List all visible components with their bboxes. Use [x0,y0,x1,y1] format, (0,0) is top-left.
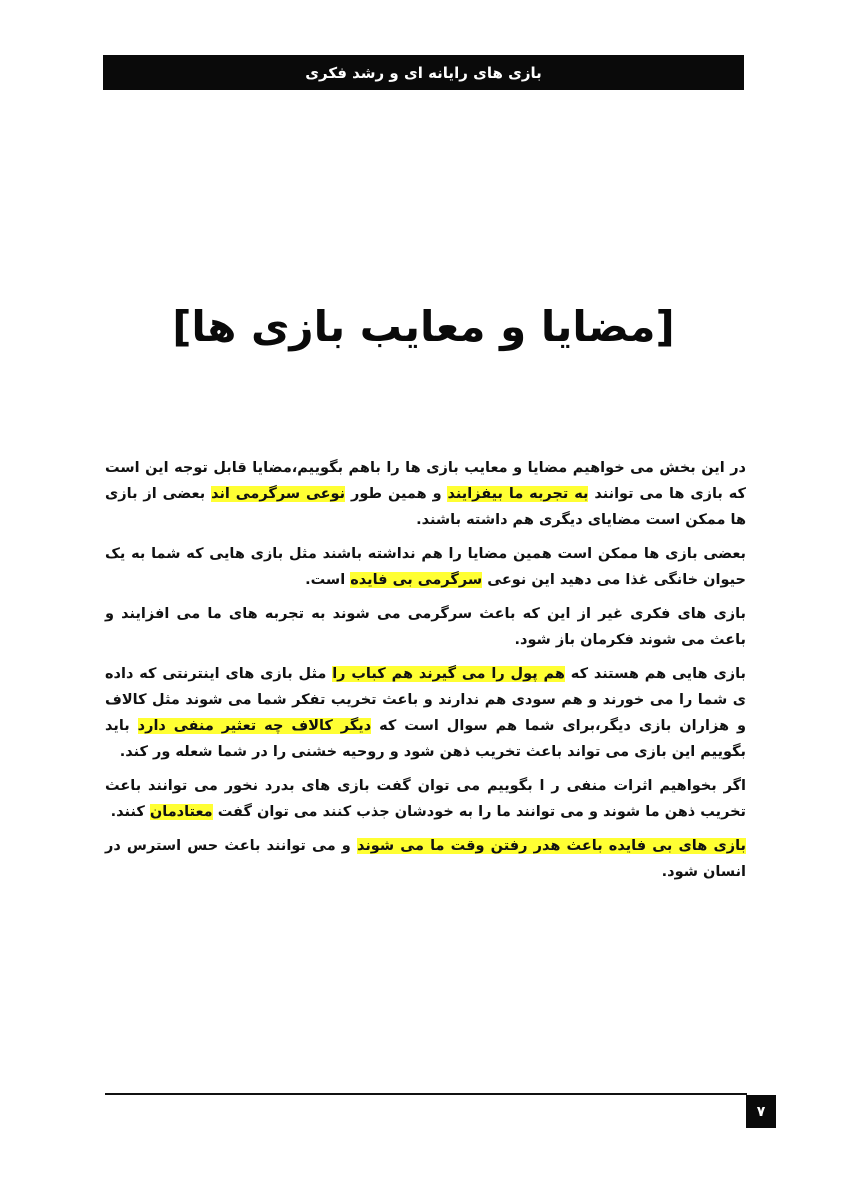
paragraph [105,601,746,653]
page-number-label: ۷ [756,1103,766,1120]
highlighted-text: دیگر کالاف چه تعثیر منفی دارد [137,718,372,734]
paragraph [105,661,746,765]
running-header-title: بازی های رایانه ای و رشد فکری [305,63,542,82]
page-title: [مضایا و معایب بازی ها] [172,302,675,351]
highlighted-text: بازی های بی فایده باعث هدر رفتن وقت ما می شوند [356,838,746,854]
highlighted-text: هم پول را می گیرند هم کباب را [332,666,565,682]
highlighted-text: نوعی سرگرمی اند [211,486,346,502]
paragraph [105,773,746,825]
body-text [105,455,746,893]
text-segment: باید بگوییم این بازی می تواند باعث تخریب ذهن شود و روحیه خشنی را در شما شعله ور کند. [105,718,746,760]
text-segment: است. [305,572,351,588]
highlighted-text: به تجربه ما بیفزایند [447,486,589,502]
footer-divider [105,1093,747,1095]
text-segment: بازی های فکری غیر از این که باعث سرگرمی می شوند به تجربه های ما می افزایند و باعث می شوند فکرمان باز شود. [105,606,746,648]
text-segment: بازی هایی هم هستند که [564,666,746,682]
text-segment: مثل بازی های اینترنتی که داده ی شما را می خورند و هم سودی هم ندارند و باعث تخریب تفکر شما می شوند مثل کالاف و هزاران بازی دیگر،برای شما هم سوال است که [105,666,746,734]
text-segment: در این بخش می خواهیم مضایا و معایب بازی ها را باهم بگوییم،مضایا قابل توجه این است که بازی ها می توانند [105,460,746,502]
text-segment: اگر بخواهیم اثرات منفی ر ا بگوییم می توان گفت بازی های بدرد نخور می توانند باعث تخریب ذهن ما شوند و می توانند ما را به خودشان جذب کنند می توان گفت [105,778,746,820]
paragraph [105,833,746,885]
paragraph [105,455,746,533]
text-segment: کنند. [110,804,150,820]
highlighted-text: سرگرمی بی فایده [350,572,483,588]
running-header [103,55,744,90]
page-number [746,1095,776,1128]
paragraph [105,541,746,593]
text-segment: بعضی بازی ها ممکن است همین مضایا را هم نداشته باشند مثل بازی هایی که شما به یک حیوان خانگی غذا می دهید این نوعی [105,546,746,588]
text-segment: و می توانند باعث حس استرس در انسان شود. [105,838,746,880]
text-segment: بعضی از بازی ها ممکن است مضایای دیگری هم داشته باشند. [105,486,746,528]
highlighted-text: معتادمان [149,804,213,820]
text-segment: و همین طور [345,486,448,502]
